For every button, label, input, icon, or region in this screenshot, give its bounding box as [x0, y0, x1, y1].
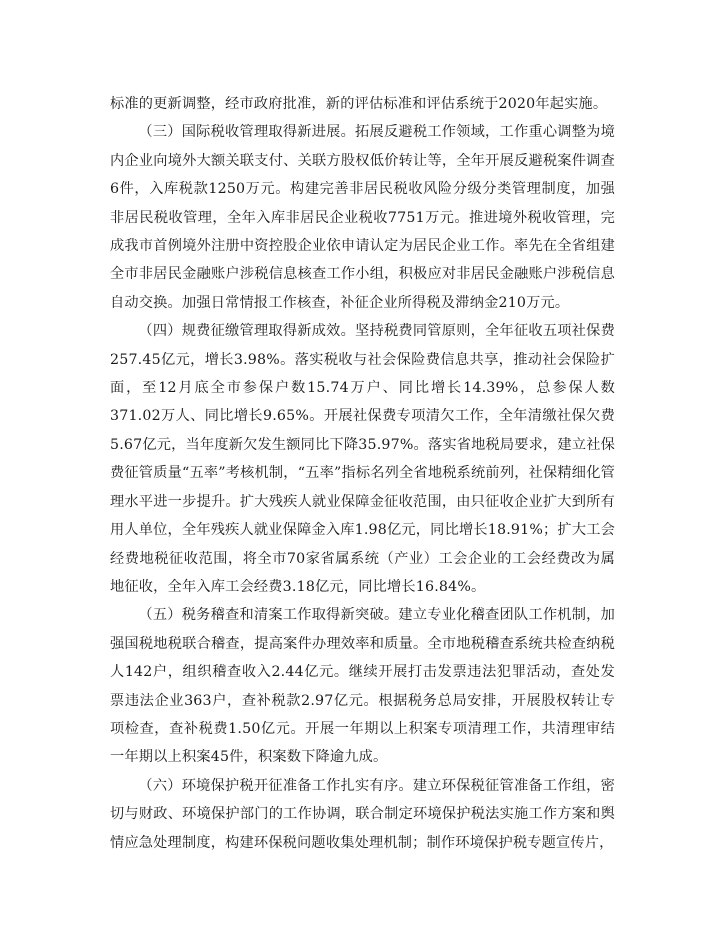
paragraph-international-tax: （三）国际税收管理取得新进展。拓展反避税工作领域，工作重心调整为境内企业向境外大额关联支付、关联方股权低价转让等，全年开展反避税案件调查6件，入库税款1250万元。构建完善非居民税收风险分级分类管理制度，加强非居民税收管理，全年入库非居民企业税收7751万元。推进境外税收管理，完成我市首例境外注册中资控股企业依申请认定为居民企业工作。率先在全省组建全市非居民金融账户涉税信息核查工作小组，积极应对非居民金融账户涉税信息自动交换。加强日常情报工作核查，补征企业所得税及滞纳金210万元。: [110, 124, 615, 311]
paragraph-fee-collection: （四）规费征缴管理取得新成效。坚持税费同管原则，全年征收五项社保费257.45亿元，增长3.98%。落实税收与社会保险费信息共享，推动社会保险扩面，至12月底全市参保户数15.74万户、同比增长14.39%，总参保人数371.02万人、同比增长9.65%。开展社保费专项清欠工作，全年清缴社保欠费5.67亿元，当年度新欠发生额同比下降35.97%。落实省地税局要求，建立社保费征管质量“五率”考核机制，“五率”指标名列全省地税系统前列，社保精细化管理水平进一步提升。扩大残疾人就业保障金征收范围，由只征收企业扩大到所有用人单位，全年残疾人就业保障金入库1.98亿元，同比增长18.91%；扩大工会经费地税征收范围，将全市70家省属系统（产业）工会企业的工会经费改为属地征收，全年入库工会经费3.18亿元，同比增长16.84%。: [110, 323, 615, 595]
paragraph-continuation: 标准的更新调整，经市政府批准，新的评估标准和评估系统于2020年起实施。: [110, 96, 608, 112]
document-body: [110, 90, 615, 857]
paragraph-tax-inspection: （五）税务稽查和清案工作取得新突破。建立专业化稽查团队工作机制，加强国税地税联合稽查，提高案件办理效率和质量。全市地税稽查系统共检查纳税人142户，组织稽查收入2.44亿元。继续开展打击发票违法犯罪活动，查处发票违法企业363户，查补税款2.97亿元。根据税务总局安排，开展股权转让专项检查，查补税费1.50亿元。开展一年期以上积案专项清理工作，共清理审结一年期以上积案45件，积案数下降逾九成。: [110, 607, 615, 766]
paragraph-environmental-tax: （六）环境保护税开征准备工作扎实有序。建立环保税征管准备工作组，密切与财政、环境保护部门的工作协调，联合制定环境保护税法实施工作方案和舆情应急处理制度，构建环保税问题收集处理机制；制作环境保护税专题宣传片，: [110, 777, 615, 851]
